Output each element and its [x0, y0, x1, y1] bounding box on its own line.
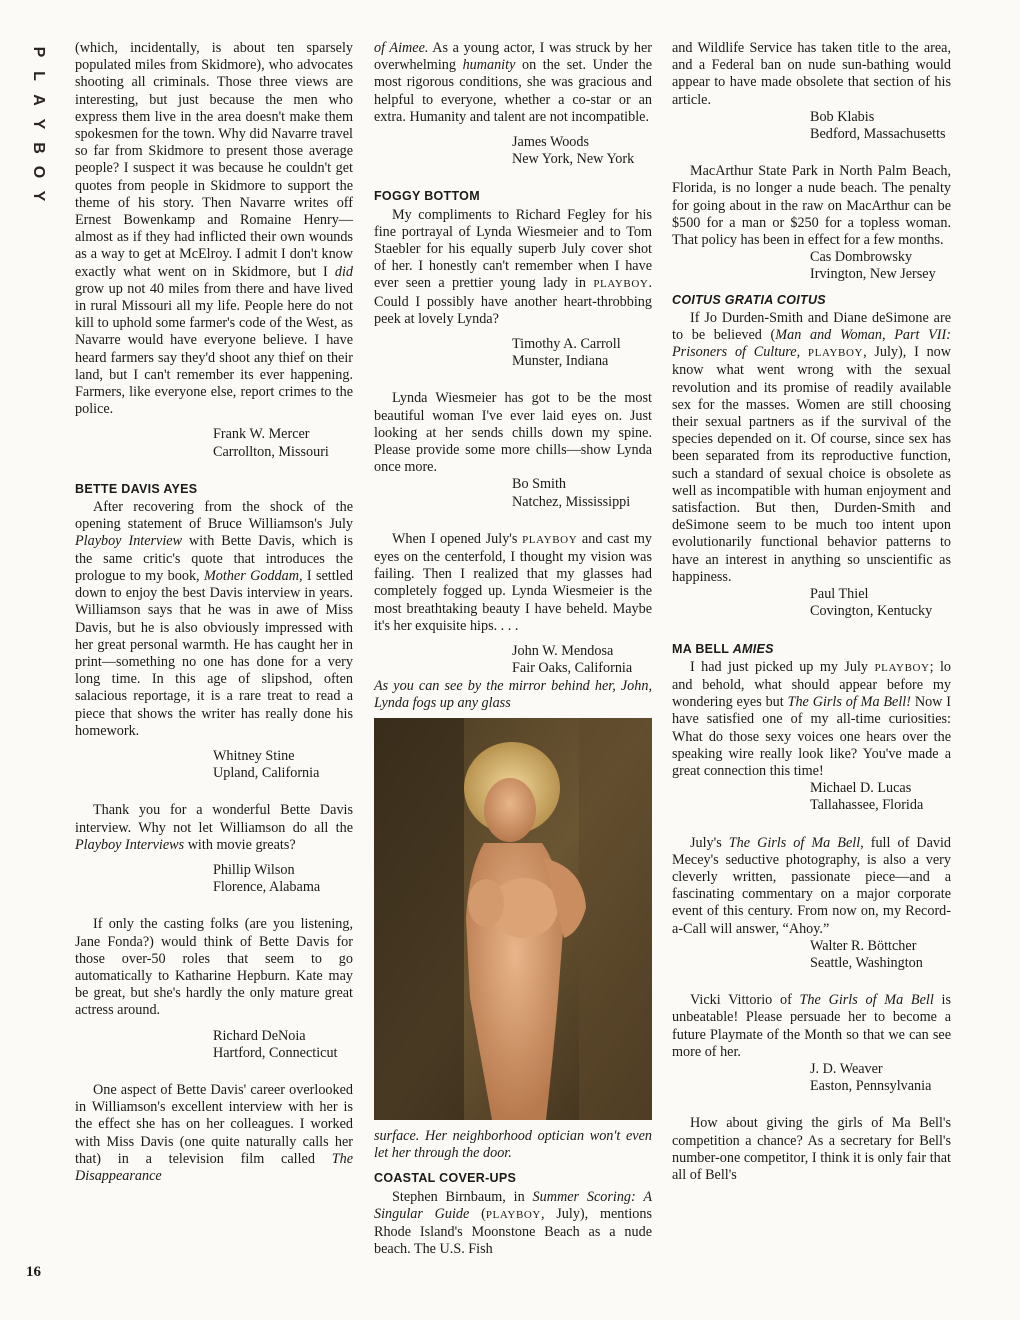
emphasis: The Girls of Ma Bell [799, 992, 934, 1009]
signature-place: Upland, California [213, 765, 320, 782]
text-run: with movie greats? [184, 836, 296, 853]
signature [75, 1028, 353, 1062]
signature-place: Covington, Kentucky [810, 603, 933, 620]
letter-paragraph [672, 659, 951, 780]
signature-name: Phillip Wilson [213, 861, 295, 878]
column-1 [75, 40, 353, 1185]
letter-paragraph [374, 1189, 652, 1259]
text-run: full of David Mecey's seductive photography, is also a very cleverly written, passionate piece—and a fascinating commentary on a major corporate event of this century. From now on, my Record-a-Call will answer, “Ahoy.” [672, 834, 951, 937]
photo-image [374, 718, 652, 1120]
signature-name: Michael D. Lucas [810, 780, 912, 797]
signature-place: Florence, Alabama [213, 879, 321, 896]
photo-caption: As you can see by the mirror behind her, John, Lynda fogs up any glass [374, 677, 652, 711]
letter-paragraph: and Wildlife Service has taken title to the area, and a Federal ban on nude sun-bathing would appear to have made obsolete that section of his article. [672, 40, 951, 108]
text-run: I settled down to enjoy the best Davis interview in years. Williamson says that he was in awe of Miss Davis, but he is also obviously impressed with her great personal warmth. He has caught her in print—something no one has done for a very long time. In this age of slipshod, often salacious reportage, it is a rare treat to read a piece that shows the writer has really done his homework. [75, 567, 353, 739]
heading-text: MA BELL [672, 641, 733, 656]
heading-text: AMIES [732, 641, 774, 656]
side-logo-letter: Y [30, 118, 47, 130]
signature-name: Bob Klabis [810, 108, 875, 125]
signature-name: Richard DeNoia [213, 1027, 306, 1044]
letter-paragraph: How about giving the girls of Ma Bell's competition a chance? As a secretary for Bell's number-one competitor, I think it is only fair that all of Bell's [672, 1115, 951, 1183]
text-run: , July), I now know what went wrong with the sexual revolution and its promise of readily available sex for the masses. Women are still choosing their sexual partners as if the survival of the species depended on it. Of course, since sex has been separated from its reproductive function, such a standard of sexual choice is obsolete as well as incompatible with human enjoyment and satisfaction. But then, Durden-Smith and deSimone seem to be much too intent upon evolutionarily functional behavior patterns to have an interest in anything so unscientific as happiness. [672, 344, 952, 585]
signature [672, 109, 951, 143]
text-run: July's [690, 834, 729, 851]
heading-text: COITUS GRATIA COITUS [672, 292, 826, 307]
photo-caption: surface. Her neighborhood optician won't even let her through the door. [374, 1127, 652, 1162]
magazine-name: PLAYBOY [807, 347, 864, 360]
text-run: Vicki Vittorio of [690, 992, 800, 1009]
signature-place: Seattle, Washington [810, 954, 923, 971]
side-logo-letter: P [30, 46, 47, 58]
text-run: grow up not 40 miles from there and have lived in rural Missouri all my life. People here do not kill to uphold some farmer's code of the West, as Navarre would have everyone believe. I have heard farmers say they'd shoot any thief on their land, but I can't remember its ever happening. Farmers, like everyone else, report crimes to the police. [75, 280, 353, 418]
text-run: As a young actor, I was struck by her overwhelming [374, 40, 652, 74]
letter-paragraph [75, 40, 353, 418]
signature-name: Walter R. Böttcher [810, 937, 917, 954]
side-logo-letter: B [30, 142, 47, 154]
column-2 [374, 40, 652, 1258]
magazine-name: PLAYBOY [522, 533, 578, 546]
letter-paragraph [672, 992, 951, 1061]
emphasis: Playboy Interview [75, 533, 183, 550]
emphasis: Playboy Interviews [75, 836, 185, 853]
signature [75, 426, 353, 460]
emphasis: did [334, 263, 353, 280]
emphasis: Summer Scoring: A Singular Guide [374, 1188, 652, 1222]
text-run: ( [469, 1205, 486, 1222]
letter-paragraph: MacArthur State Park in North Palm Beach, Florida, is no longer a nude beach. The penalty for going about in the raw on MacArthur can be $500 for a man or $250 for a topless woman. That policy has been in effect for a few months. [672, 163, 951, 249]
signature-place: Carrollton, Missouri [213, 443, 329, 460]
letter-paragraph: Lynda Wiesmeier has got to be the most beautiful woman I've ever laid eyes on. Just looking at her sends chills down my spine. Please provide some more chills—show Lynda once more. [374, 390, 652, 476]
text-run: . Could I possibly have another heart-throbbing peek at lovely Lynda? [374, 275, 652, 327]
emphasis: of Aimee. [374, 40, 429, 56]
text-run: My compliments to Richard Fegley for his fine portrayal of Lynda Wiesmeier and to Tom Staebler for his equally superb July cover shot of her. I honestly can't remember when I have ever seen a prettier young lady in [374, 206, 652, 292]
text-run: ; lo and behold, what should appear before my wondering eyes but [672, 658, 951, 711]
emphasis: humanity [462, 57, 516, 74]
signature [374, 643, 652, 677]
text-run: , July), mentions Rhode Island's Moonstone Beach as a nude beach. The U.S. Fish [374, 1205, 652, 1258]
signature-place: Easton, Pennsylvania [810, 1078, 932, 1095]
side-logo-letter: L [30, 71, 47, 81]
signature-name: Frank W. Mercer [213, 426, 310, 443]
signature [75, 748, 353, 782]
signature-name: Cas Dombrowsky [810, 249, 913, 266]
section-heading: COASTAL COVER-UPS [374, 1171, 517, 1186]
column-3 [672, 40, 951, 1184]
emphasis: Man and Woman, Part VII: Prisoners of Culture, [672, 327, 951, 361]
signature-name: J. D. Weaver [810, 1060, 883, 1077]
text-run: Stephen Birnbaum, in [392, 1188, 533, 1205]
text-run: Thank you for a wonderful Bette Davis interview. Why not let Williamson do all the [75, 802, 353, 836]
signature-place: Munster, Indiana [512, 353, 609, 370]
side-logo-letter: O [30, 165, 47, 179]
letter-paragraph [374, 531, 652, 635]
signature-name: Paul Thiel [810, 586, 869, 603]
side-logo [24, 40, 52, 208]
letter-paragraph [75, 499, 353, 740]
letter-paragraph [374, 207, 652, 328]
signature-place: New York, New York [512, 151, 635, 168]
text-run: is unbeatable! Please persuade her to become a future Playmate of the Month so that we can see more of her. [672, 992, 951, 1060]
magazine-name: PLAYBOY [485, 1208, 541, 1221]
signature-place: Fair Oaks, California [512, 660, 633, 677]
emphasis: Mother Goddam, [203, 567, 303, 584]
text-run: One aspect of Bette Davis' career overlooked in Williamson's excellent interview with her is the effect she has on her colleagues. I worked with Miss Davis (one quite naturally calls her that) in a television film called [75, 1081, 353, 1167]
section-heading: BETTE DAVIS AYES [75, 481, 198, 496]
text-run: and cast my eyes on the centerfold, I thought my vision was failing. Then I realized that my glasses had completely fogged up. Lynda Wiesmeier is the most breathtaking beauty I have beheld. Maybe it's her exquisite hips. . . . [374, 530, 652, 634]
letter-paragraph [75, 802, 353, 854]
section-heading [672, 641, 951, 658]
signature [374, 476, 652, 510]
side-logo-letter: A [30, 94, 47, 106]
emphasis: The Girls of Ma Bell! [787, 694, 911, 711]
signature [672, 586, 951, 620]
signature-place: Tallahassee, Florida [810, 797, 924, 814]
text-run: I had just picked up my July [690, 658, 875, 675]
text-run: Now I have satisfied one of my all-time curiosities: What do those sexy voices one hears over the speaking wire really look like? You've made a great connection this time! [672, 694, 951, 779]
magazine-name: PLAYBOY [593, 278, 649, 291]
signature-name: James Woods [512, 134, 590, 151]
letter-paragraph [75, 1082, 353, 1185]
magazine-name: PLAYBOY [874, 661, 930, 674]
side-logo-letter: Y [30, 190, 47, 202]
letter-paragraph: If only the casting folks (are you listening, Jane Fonda?) would think of Bette Davis for those over-50 roles that seem to go automatically to Katharine Hepburn. Kate may be great, but she's hardly the only mature great actress around. [75, 916, 353, 1019]
signature [672, 1061, 951, 1095]
text-run: If Jo Durden-Smith and Diane deSimone are to be believed ( [672, 309, 951, 344]
signature-name: John W. Mendosa [512, 643, 614, 660]
signature [374, 134, 652, 168]
section-heading [672, 292, 951, 309]
text-run: After recovering from the shock of the opening statement of Bruce Williamson's July [75, 499, 353, 533]
text-run: with Bette Davis, which is the same critic's quote that introduces the prologue to my book, [75, 533, 353, 584]
text-run: on the set. Under the most rigorous conditions, she was gracious and helpful to everyone, whether a co-star or an extra. Humanity and talent are not incompatible. [374, 57, 652, 125]
page-number: 16 [26, 1264, 41, 1280]
letter-paragraph [374, 40, 652, 126]
section-heading: FOGGY BOTTOM [374, 189, 480, 204]
signature [374, 336, 652, 370]
signature [672, 249, 951, 283]
signature-name: Whitney Stine [213, 747, 295, 764]
emphasis: The Disappearance [75, 1150, 353, 1184]
signature [75, 862, 353, 896]
signature-place: Bedford, Massachusetts [810, 126, 946, 143]
signature-name: Bo Smith [512, 476, 567, 493]
signature-name: Timothy A. Carroll [512, 336, 621, 353]
signature [672, 780, 951, 814]
signature [672, 938, 951, 972]
letter-paragraph [672, 310, 951, 586]
signature-place: Natchez, Mississippi [512, 493, 631, 510]
photo [374, 718, 652, 1120]
letter-paragraph [672, 835, 951, 938]
text-run: When I opened July's [392, 530, 523, 547]
emphasis: The Girls of Ma Bell, [728, 834, 864, 851]
signature-place: Irvington, New Jersey [810, 266, 936, 283]
signature-place: Hartford, Connecticut [213, 1044, 338, 1061]
text-run: (which, incidentally, is about ten sparsely populated miles from Skidmore), who advocates shooting all criminals. Those three views are interesting, but just because the men who express them live in the area doesn't make them spokesmen for the town. Why did Navarre travel so far from Skidmore to present those average people? I suspect it was because he couldn't get quotes from people in Skidmore to support the theme of his story. Then Navarre writes off Ernest Bowenkamp and Romaine Henry—almost as if they had inflicted their own wounds as a way to get at McElroy. I admit I don't know exactly what went on in Skidmore, but I [75, 40, 353, 280]
